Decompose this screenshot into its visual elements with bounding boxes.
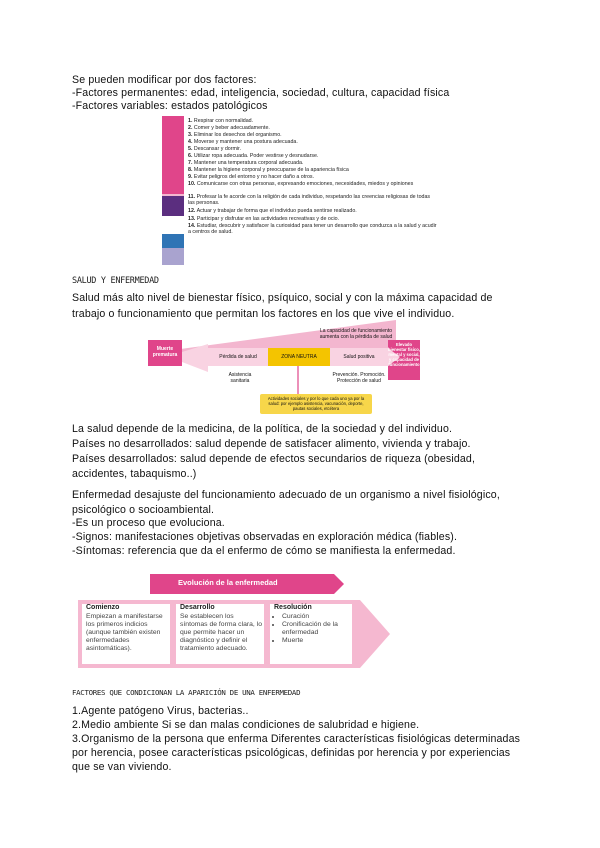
need-number: 7. [188,160,193,166]
evolution-item: • Curación [282,613,350,621]
need-item [188,125,438,131]
factor-1: 1.Agente patógeno Virus, bacterias.. [72,705,249,717]
need-text: Moverse y mantener una postura adecuada. [193,139,298,145]
need-text: Mantener la higiene corporal y preocuparse de la apariencia física [193,167,349,173]
need-item [188,146,438,152]
health-seg-positive: Salud positiva [343,354,375,360]
need-item [188,167,438,173]
need-text: Evitar peligros del entorno y no hacer daño a otros. [193,174,315,180]
need-text: Eliminar los desechos del organismo. [193,132,282,138]
evolution-col1-text: Empiezan a manifestarse los primeros indicios (aunque también existen enfermedades asintomáticas). [86,613,163,652]
need-item [188,118,438,124]
need-number: 9. [188,174,193,180]
need-item [188,223,438,236]
needs-bar-lavender [162,248,184,265]
needs-bar-blue [162,234,184,248]
evolution-col-comienzo [86,604,168,653]
salud-definition: Salud más alto nivel de bienestar físico, psíquico, social y con la máxima capacidad de trabajo o funcionamiento que permitan los factores en los que vive el individuo. [72,292,493,320]
evolution-title: Evolución de la enfermedad [178,578,278,587]
heading-salud: SALUD Y ENFERMEDAD [72,276,159,286]
health-seg-neutral: ZONA NEUTRA [281,354,317,360]
need-item [188,181,438,187]
need-item [188,153,438,159]
salud-point-2: Países no desarrollados: salud depende de satisfacer alimento, vivienda y trabajo. [72,438,471,450]
disease-evolution-figure [78,572,390,672]
need-number: 2. [188,125,193,131]
need-text: Mantener una temperatura corporal adecuada. [193,160,304,166]
need-number: 11. [188,194,196,200]
needs-bar-purple [162,196,184,216]
need-number: 5. [188,146,193,152]
evolution-col2-title: Desarrollo [180,604,215,611]
need-number: 4. [188,139,193,145]
health-below-left: Asistencia sanitaria [228,372,252,384]
enfermedad-point-2: -Signos: manifestaciones objetivas observadas en exploración médica (fiables). [72,531,458,543]
health-below-right: Prevención. Promoción. Protección de salud [332,372,386,384]
needs-bar-pink [162,116,184,194]
need-text: Comunicarse con otras personas, expresando emociones, necesidades, miedos y opiniones [196,181,414,187]
health-seg-loss: Pérdida de salud [219,354,257,360]
need-item [188,132,438,138]
need-number: 1. [188,118,193,124]
need-text: Participar y disfrutar en las actividades recreativas y de ocio. [196,216,340,222]
need-item [188,216,438,222]
evolution-col1-title: Comienzo [86,604,120,611]
need-text: Actuar y trabajar de forma que el individuo pueda sentirse realizado. [196,208,357,214]
need-number: 3. [188,132,193,138]
evolution-item: • Cronificación de la enfermedad [282,621,350,637]
evolution-col3-title: Resolución [274,604,312,611]
need-text: Respirar con normalidad. [193,118,254,124]
need-text: Estudiar, descubrir y satisfacer la curiosidad para tener un desarrollo que conduzca a la salud y acudir a centros de salud. [188,223,437,236]
heading-factores: FACTORES QUE CONDICIONAN LA APARICIÓN DE UNA ENFERMEDAD [72,688,301,697]
need-item [188,194,438,207]
factor-3: 3.Organismo de la persona que enferma Diferentes características fisiológicas determinadas por herencia, posee características psicológicas, definidas por herencia y por experiencias que se van viviendo. [72,733,521,773]
health-left-box: Muerte prematura [152,346,178,358]
need-number: 10. [188,181,196,187]
intro-line-1: Se pueden modificar por dos factores: [72,74,257,86]
need-item [188,139,438,145]
evolution-col-desarrollo [180,604,262,653]
salud-point-1: La salud depende de la medicina, de la política, de la sociedad y del individuo. [72,423,453,435]
factor-2: 2.Medio ambiente Si se dan malas condiciones de salubridad e higiene. [72,719,420,731]
enfermedad-definition: Enfermedad desajuste del funcionamiento adecuado de un organismo a nivel fisiológico, psicológico o socioambiental. [72,489,500,516]
salud-point-3: Países desarrollados: salud depende de efectos secundarios de riqueza (obesidad, accidentes, tabaquismo..) [72,453,476,480]
health-top-label: La capacidad de funcionamiento aumenta con la pérdida de salud [319,328,393,340]
need-number: 14. [188,223,196,229]
needs-figure [158,112,444,269]
health-right-box: Elevado bienestar físico, mental y social, y capacidad de funcionamiento [388,342,420,367]
health-continuum-figure [148,318,420,418]
need-number: 13. [188,216,196,222]
enfermedad-point-1: -Es un proceso que evoluciona. [72,517,225,529]
evolution-col-resolucion [274,604,350,645]
evolution-col2-text: Se establecen los síntomas de forma clara, lo que permite hacer un diagnóstico y definir el tratamiento adecuado. [180,613,262,652]
intro-line-2: -Factores permanentes: edad, inteligencia, sociedad, cultura, capacidad física [72,87,450,99]
need-text: Descansar y dormir. [193,146,242,152]
need-text: Utilizar ropa adecuada. Poder vestirse y desnudarse. [193,153,319,159]
need-number: 8. [188,167,193,173]
need-text: Profesar la fe acorde con la religión de cada individuo, respetando las creencias religiosas de todas las personas. [188,194,431,207]
need-item [188,174,438,180]
health-bottom-box: Actividades sociales y por lo que cada uno ya por la salud: por ejemplo asistencia, vacunación, deporte, pautas sociales, etcétera [267,396,365,411]
need-item [188,160,438,166]
need-item [188,208,438,214]
need-number: 12. [188,208,196,214]
intro-line-3: -Factores variables: estados patológicos [72,100,268,112]
need-text: Comer y beber adecuadamente. [193,125,270,131]
enfermedad-point-3: -Síntomas: referencia que da el enfermo de cómo se manifiesta la enfermedad. [72,545,456,557]
evolution-item: • Muerte [282,637,350,645]
need-number: 6. [188,153,193,159]
